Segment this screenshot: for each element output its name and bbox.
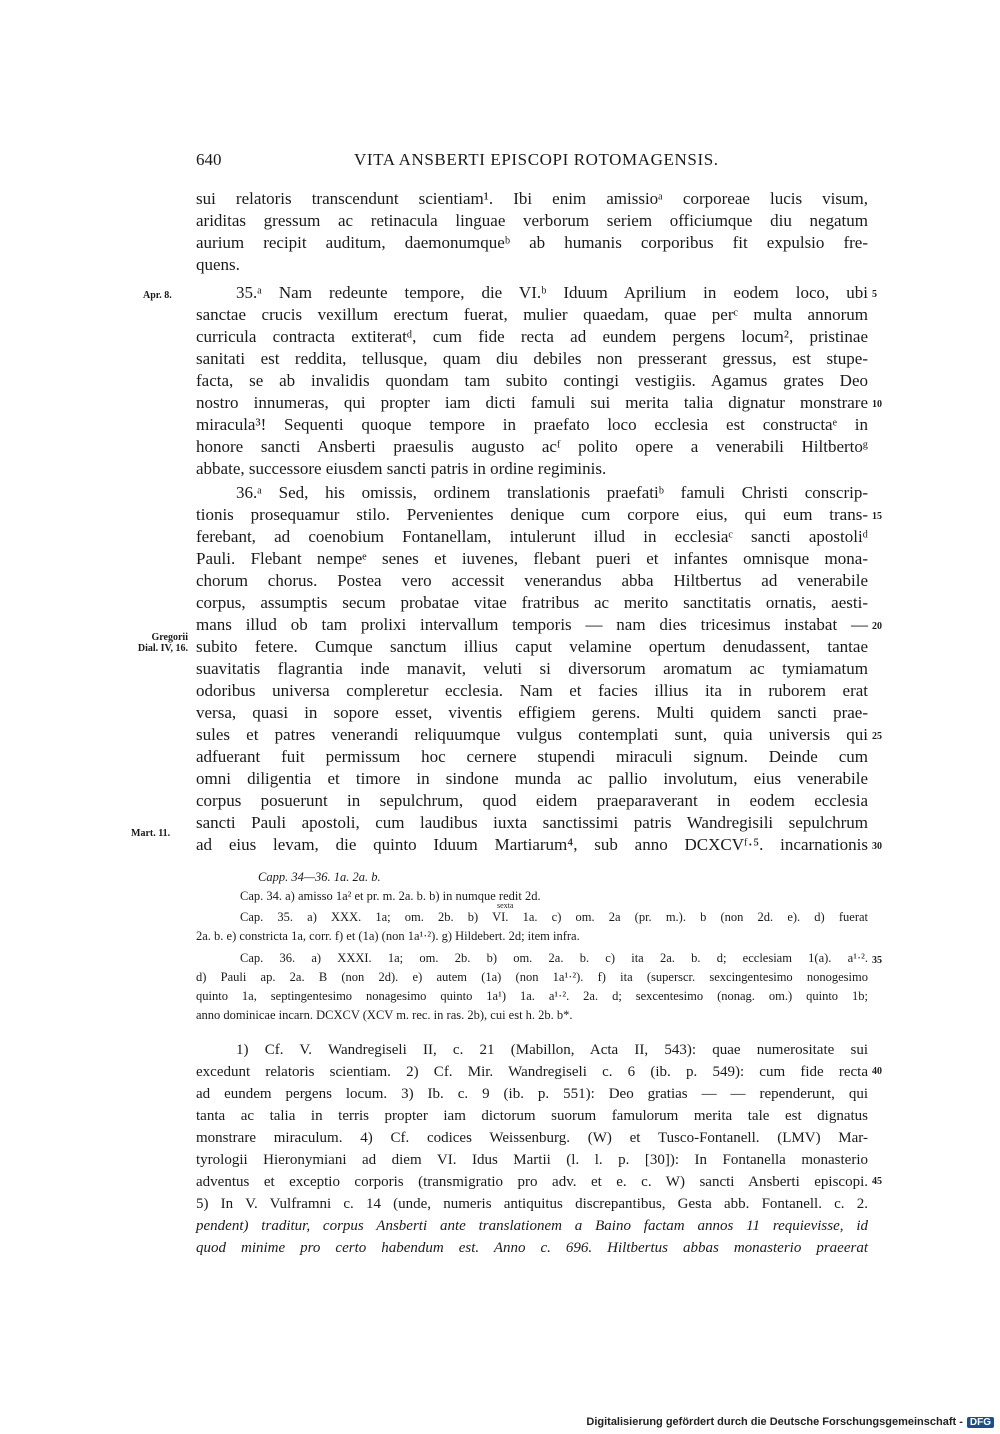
text-line: sanctae crucis vexillum erectum fuerat, mulier quaedam, quae perᶜ multa annorum xyxy=(196,305,868,324)
line-number: 25 xyxy=(872,731,882,742)
apparatus-line: d) Pauli ap. 2a. B (non 2d). e) autem (1a) (non 1a¹·²). f) ita (superscr. sexcingentesimo nonogesimo xyxy=(196,970,868,984)
line-number: 30 xyxy=(872,841,882,852)
text-line: sancti Pauli apostoli, cum laudibus iuxta sanctissimi patris Wandregisili sepulchrum xyxy=(196,813,868,832)
margin-note-source-line1: Gregorii xyxy=(151,632,188,643)
footnote-line: pendent) traditur, corpus Ansberti ante translationem a Baino factam annos 11 requievisse, id xyxy=(196,1218,868,1234)
text-line: curricula contracta extiteratᵈ, cum fide recta ad eundem pergens locum², pristinae xyxy=(196,327,868,346)
credit-text: Digitalisierung gefördert durch die Deutsche Forschungsgemeinschaft - xyxy=(586,1416,963,1428)
text-line: facta, se ab invalidis quondam tam subito contingi vestigiis. Agamus grates Deo xyxy=(196,371,868,390)
text-line: sui relatoris transcendunt scientiam¹. Ibi enim amissioᵃ corporeae lucis visum, xyxy=(196,189,868,208)
apparatus-superscript: sexta xyxy=(497,901,514,910)
margin-note-date: Apr. 8. xyxy=(143,290,172,301)
text-line: corpus posuerunt in sepulchrum, quod eidem praeparaverant in eodem ecclesia xyxy=(196,791,868,810)
footnote-line: quod minime pro certo habendum est. Anno c. 696. Hiltbertus abbas monasterio praeerat xyxy=(196,1240,868,1256)
footnote-line: 5) In V. Vulframni c. 14 (unde, numeris antiquitus discrepantibus, Gesta abb. Fontanell. c. 2. xyxy=(196,1196,868,1212)
text-line: chorum chorus. Postea vero accessit venerandus abba Hiltbertus ad venerabile xyxy=(196,571,868,590)
footnote-line: tanta ac talia in terris propter iam dictorum suorum famulorum merita tale est dignatus xyxy=(196,1108,868,1124)
margin-note-date: Mart. 11. xyxy=(131,828,171,839)
text-line: Pauli. Flebant nempeᵉ senes et iuvenes, flebant pueri et infantes omnisque mona- xyxy=(196,549,868,568)
footnote-line: monstrare miraculum. 4) Cf. codices Weissenburg. (W) et Tusco-Fontanell. (LMV) Mar- xyxy=(196,1130,868,1146)
text-line: subito fetere. Cumque sanctum illius caput velamine opertum denudassent, tantae xyxy=(196,637,868,656)
line-number: 20 xyxy=(872,621,882,632)
footnote-line: excedunt relatoris scientiam. 2) Cf. Mir. Wandregiseli c. 6 (ib. p. 549): cum fide recta xyxy=(196,1064,868,1080)
dfg-logo: DFG xyxy=(967,1417,994,1428)
text-line: adfuerant fuit permissum hoc cernere stupendi miraculi signum. Deinde cum xyxy=(196,747,868,766)
text-line: sules et patres venerandi reliquumque vulgus contemplati sunt, quia universis qui xyxy=(196,725,868,744)
text-line: nostro innumeras, qui propter iam dicti famuli sui merita talia dignatur monstrare xyxy=(196,393,868,412)
text-line: 35.ᵃ Nam redeunte tempore, die VI.ᵇ Iduum Aprilium in eodem loco, ubi xyxy=(236,283,868,302)
line-number: 5 xyxy=(872,289,877,300)
apparatus-line: quinto 1a, septingentesimo nonagesimo quinto 1a¹) 1a. a¹·². 2a. d; sexcentesimo (nonag. om.) quinto 1b; xyxy=(196,989,868,1003)
footnote-line: 1) Cf. V. Wandregiseli II, c. 21 (Mabillon, Acta II, 543): quae numerositate sui xyxy=(236,1042,868,1058)
text-line: omni diligentia et timore in sindone munda ac pallio involutum, eius venerabile xyxy=(196,769,868,788)
text-line: abbate, successore eiusdem sancti patris in ordine regiminis. xyxy=(196,459,607,478)
text-line: suavitatis flagrantia inde manavit, veluti si diversorum aromatum ac tymiamatum xyxy=(196,659,868,678)
text-line: mans illud ob tam prolixi intervallum temporis — nam dies tricesimus instabat — xyxy=(196,615,868,634)
text-line: quens. xyxy=(196,255,240,274)
text-line: ad eius levam, die quinto Iduum Martiarum⁴, sub anno DCXCVᶠ·⁵. incarnationis xyxy=(196,835,868,854)
running-title: VITA ANSBERTI EPISCOPI ROTOMAGENSIS. xyxy=(354,150,719,169)
apparatus-line: Cap. 34. a) amisso 1a² et pr. m. 2a. b. b) in numque redit 2d. xyxy=(240,889,541,903)
text-line: honore sancti Ansberti praesulis augusto acᶠ polito opere a venerabili Hiltbertoᵍ xyxy=(196,437,868,456)
apparatus-line: anno dominicae incarn. DCXCV (XCV m. rec. in ras. 2b), cui est h. 2b. b*. xyxy=(196,1008,573,1022)
text-line: odoribus universa compleretur ecclesia. Nam et facies illius ita in ruborem erat xyxy=(196,681,868,700)
margin-note-source xyxy=(128,632,188,654)
text-line: ferebant, ad coenobium Fontanellam, intulerunt illud in ecclesiaᶜ sancti apostoliᵈ xyxy=(196,527,868,546)
apparatus-heading: Capp. 34—36. 1a. 2a. b. xyxy=(258,870,381,884)
page-number: 640 xyxy=(196,150,222,169)
line-number: 10 xyxy=(872,399,882,410)
line-number: 35 xyxy=(872,955,882,966)
text-line: miracula³! Sequenti quoque tempore in praefato loco ecclesia est constructaᵉ in xyxy=(196,415,868,434)
text-line: versa, quasi in sopore esset, viventis effigiem gerens. Multi quidem sancti prae- xyxy=(196,703,868,722)
footnote-line: adventus et exceptio corporis (transmigratio pro adv. et e. c. W) sancti Ansberti episcopi. xyxy=(196,1174,868,1190)
text-line: ariditas gressum ac retinacula linguae verborum seriem officiumque diu negatum xyxy=(196,211,868,230)
apparatus-line: Cap. 35. a) XXX. 1a; om. 2b. b) VI. 1a. c) om. 2a (pr. m.). b (non 2d. e). d) fuerat xyxy=(240,910,868,924)
margin-note-source-line2: Dial. IV, 16. xyxy=(137,643,188,654)
line-number: 15 xyxy=(872,511,882,522)
apparatus-line: 2a. b. e) constricta 1a, corr. f) et (1a) (non 1a¹·²). g) Hildebert. 2d; item infra. xyxy=(196,929,580,943)
text-line: 36.ᵃ Sed, his omissis, ordinem translationis praefatiᵇ famuli Christi conscrip- xyxy=(236,483,868,502)
line-number: 40 xyxy=(872,1066,882,1077)
text-line: sanitati est reddita, tellusque, quam diu debiles non presserant gressus, est stupe- xyxy=(196,349,868,368)
apparatus-line: Cap. 36. a) XXXI. 1a; om. 2b. b) om. 2a. b. c) ita 2a. b. d; ecclesiam 1(a). a¹·². xyxy=(240,951,868,965)
footnote-line: tyrologii Hieronymiani ad diem VI. Idus Martii (l. l. p. [30]): In Fontanella monasterio xyxy=(196,1152,868,1168)
footnote-line: ad eundem pergens locum. 3) Ib. c. 9 (ib. p. 551): Deo gratias — — rependerunt, qui xyxy=(196,1086,868,1102)
text-line: tionis prosequamur stilo. Pervenientes denique cum corpore eius, qui eum trans- xyxy=(196,505,868,524)
digitization-credit xyxy=(586,1416,994,1428)
text-line: aurium recipit auditum, daemonumqueᵇ ab humanis corporibus fit expulsio fre- xyxy=(196,233,868,252)
line-number: 45 xyxy=(872,1176,882,1187)
text-line: corpus, assumptis secum probatae vitae fratribus ac merito sanctitatis ornatis, aesti- xyxy=(196,593,868,612)
